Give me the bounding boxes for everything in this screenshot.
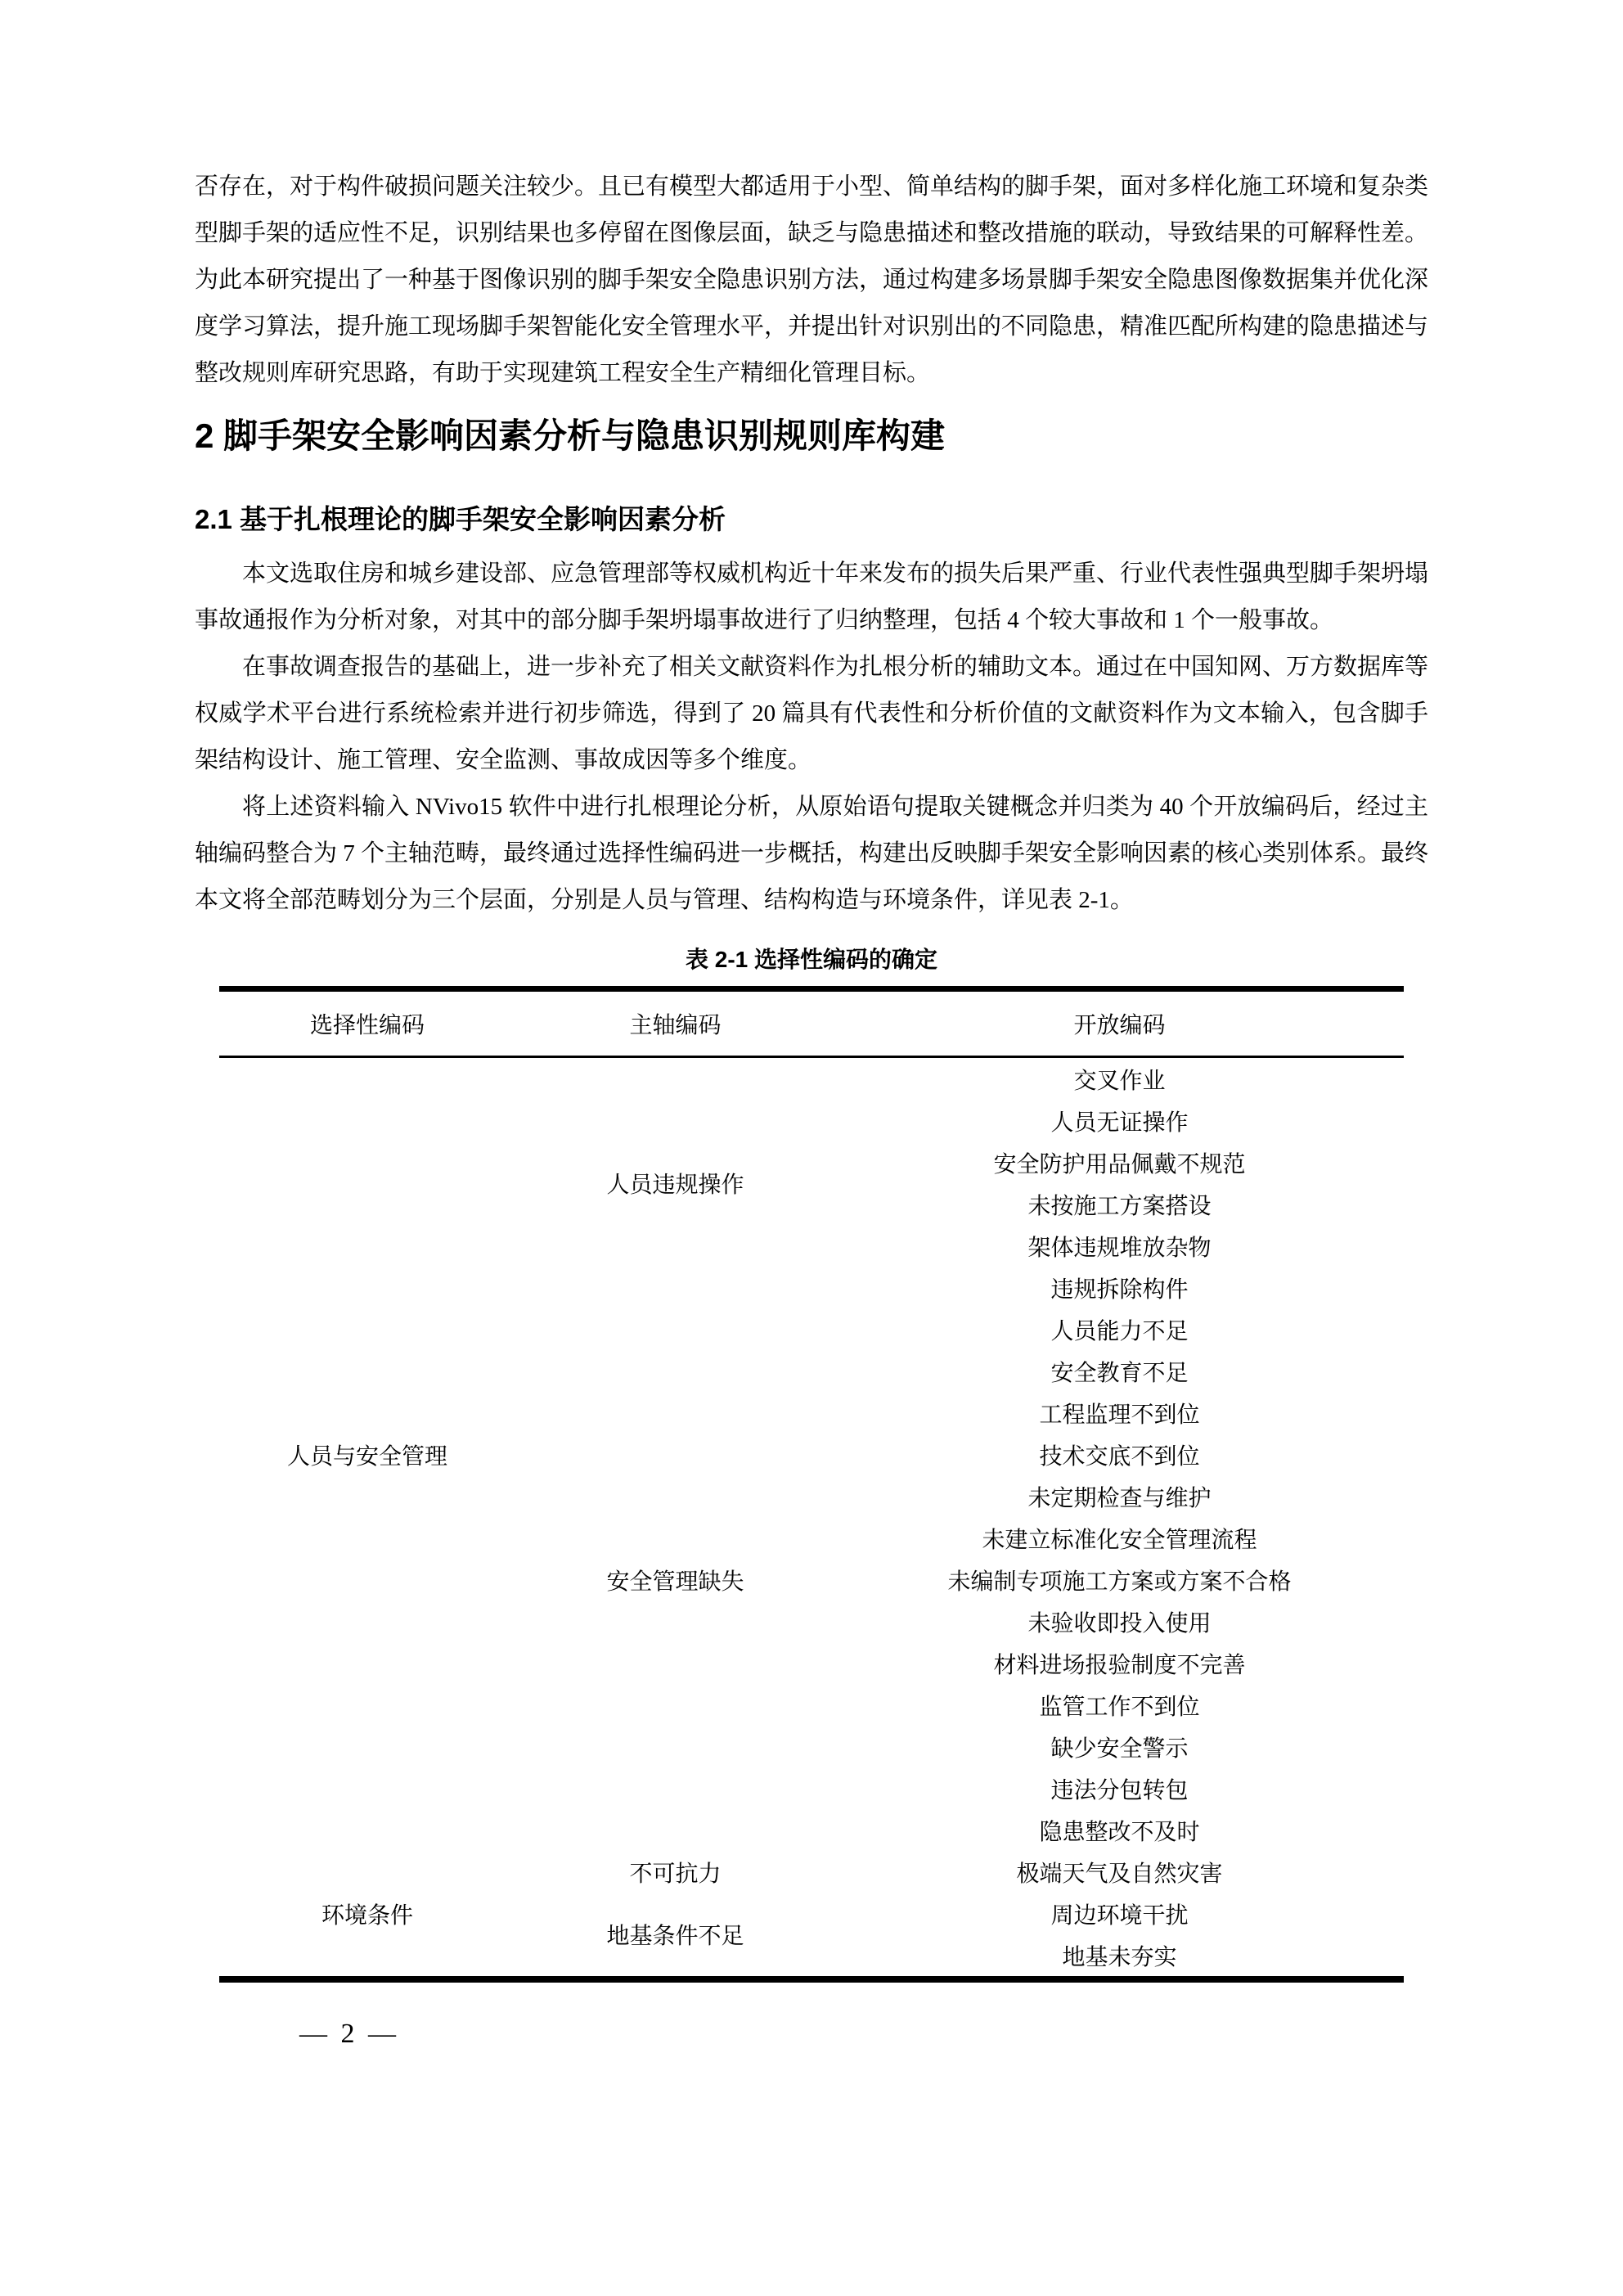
open-code-cell: 未验收即投入使用 (1027, 1610, 1212, 1636)
open-code-cell: 架体违规堆放杂物 (1027, 1235, 1212, 1261)
open-code-cell: 隐患整改不及时 (1039, 1819, 1200, 1845)
table-header-row (219, 989, 1404, 1057)
body-paragraph-3: 将上述资料输入 NVivo15 软件中进行扎根理论分析，从原始语句提取关键概念并归类为 40 个开放编码后，经过主轴编码整合为 7 个主轴范畴，最终通过选择性编码进一步概括，构建出反映脚手架安全影响因素的核心类别体系。最终本文将全部范畴划分为三个层面，分别是人员与管理、结构构造与环境条件，详见表 2-1。 (195, 794, 1429, 913)
open-code-cell: 未按施工方案搭设 (1027, 1193, 1212, 1219)
subsection-heading: 2.1 基于扎根理论的脚手架安全影响因素分析 (195, 504, 726, 534)
open-code-cell: 极端天气及自然灾害 (1016, 1861, 1223, 1887)
open-code-cell: 未定期检查与维护 (1027, 1485, 1212, 1511)
table-row (219, 1057, 1404, 1101)
axial-code-cell: 不可抗力 (629, 1861, 722, 1887)
open-code-cell: 安全教育不足 (1050, 1360, 1189, 1386)
open-code-cell: 未建立标准化安全管理流程 (982, 1527, 1257, 1553)
open-code-cell: 未编制专项施工方案或方案不合格 (947, 1569, 1292, 1595)
axial-code-cell: 地基条件不足 (606, 1924, 744, 1949)
open-code-cell: 材料进场报验制度不完善 (993, 1652, 1246, 1678)
selective-coding-table (219, 986, 1404, 1983)
open-code-cell: 工程监理不到位 (1039, 1402, 1200, 1428)
body-paragraph-2: 在事故调查报告的基础上，进一步补充了相关文献资料作为扎根分析的辅助文本。通过在中国知网、万方数据库等权威学术平台进行系统检索并进行初步筛选，得到了 20 篇具有代表性和分析价值的文献资料作为文本输入，包含脚手架结构设计、施工管理、安全监测、事故成因等多个维度。 (195, 654, 1429, 773)
continuation-paragraph: 否存在，对于构件破损问题关注较少。且已有模型大都适用于小型、简单结构的脚手架，面对多样化施工环境和复杂类型脚手架的适应性不足，识别结果也多停留在图像层面，缺乏与隐患描述和整改措施的联动，导致结果的可解释性差。为此本研究提出了一种基于图像识别的脚手架安全隐患识别方法，通过构建多场景脚手架安全隐患图像数据集并优化深度学习算法，提升施工现场脚手架智能化安全管理水平，并提出针对识别出的不同隐患，精准匹配所构建的隐患描述与整改规则库研究思路，有助于实现建筑工程安全生产精细化管理目标。 (195, 173, 1429, 386)
selective-code-cell: 人员与安全管理 (286, 1443, 447, 1470)
open-code-cell: 人员能力不足 (1050, 1318, 1189, 1344)
selective-code-cell: 环境条件 (321, 1902, 413, 1929)
open-code-cell: 人员无证操作 (1050, 1110, 1189, 1136)
open-code-cell: 缺少安全警示 (1050, 1736, 1189, 1762)
page-number: — 2 — (299, 2019, 399, 2049)
open-code-cell: 周边环境干扰 (1050, 1902, 1189, 1929)
open-code-cell: 交叉作业 (1073, 1068, 1166, 1094)
section-heading: 2 脚手架安全影响因素分析与隐患识别规则库构建 (195, 416, 946, 455)
axial-code-cell: 安全管理缺失 (606, 1569, 744, 1595)
column-header-axial-code: 主轴编码 (515, 989, 835, 1057)
open-code-cell: 技术交底不到位 (1039, 1443, 1200, 1470)
column-header-selective-code: 选择性编码 (219, 989, 515, 1057)
table-row (219, 1851, 1404, 1893)
selective-coding-table-body (219, 1057, 1404, 1980)
open-code-cell: 安全防护用品佩戴不规范 (993, 1151, 1246, 1177)
open-code-cell: 违法分包转包 (1050, 1777, 1189, 1803)
open-code-cell: 监管工作不到位 (1039, 1694, 1200, 1720)
open-code-cell: 违规拆除构件 (1050, 1276, 1189, 1303)
axial-code-cell: 人员违规操作 (606, 1173, 744, 1198)
table-caption: 表 2-1 选择性编码的确定 (685, 947, 938, 972)
body-paragraph-1: 本文选取住房和城乡建设部、应急管理部等权威机构近十年来发布的损失后果严重、行业代表性强典型脚手架坍塌事故通报作为分析对象，对其中的部分脚手架坍塌事故进行了归纳整理，包括 4 个较大事故和 1 个一般事故。 (195, 560, 1429, 633)
column-header-open-code: 开放编码 (835, 989, 1404, 1057)
open-code-cell: 地基未夯实 (1062, 1944, 1177, 1970)
